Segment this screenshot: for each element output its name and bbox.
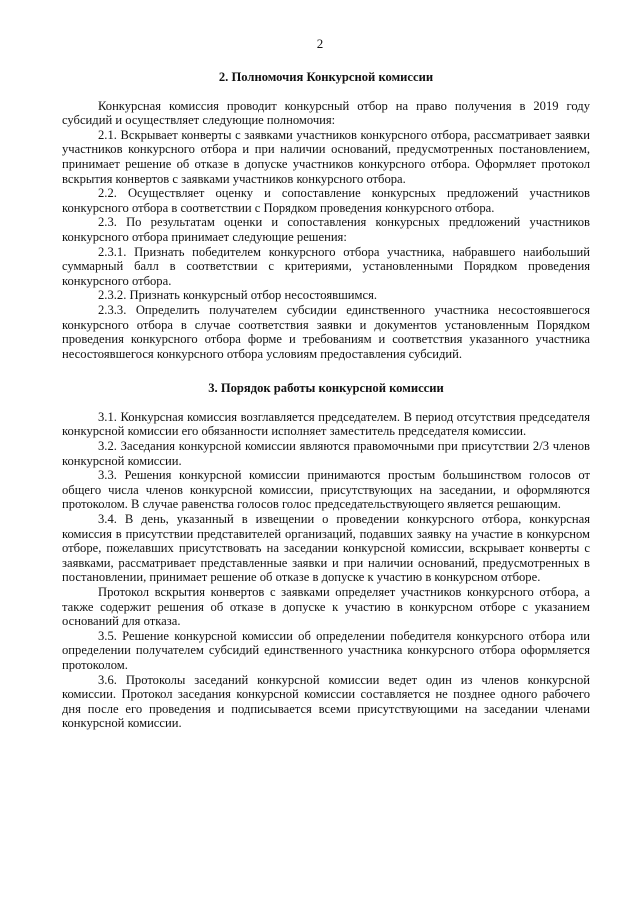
paragraph: 2.2. Осуществляет оценку и сопоставление конкурсных предложений участников конкурсного отбора в соответствии с Порядком проведения конкурсного отбора. (62, 186, 590, 215)
paragraph: Протокол вскрытия конвертов с заявками определяет участников конкурсного отбора, а также содержит решения об отказе в допуске к участию в конкурсном отборе с указанием оснований для отказа. (62, 585, 590, 629)
paragraph: 2.1. Вскрывает конверты с заявками участников конкурсного отбора, рассматривает заявки участников конкурсного отбора и при наличии оснований, предусмотренных постановлением, принимает решение об отказе в допуске участников конкурсного отбора. Оформляет протокол вскрытия конвертов с заявками участников конкурсного отбора. (62, 127, 590, 186)
paragraph: 2.3.2. Признать конкурсный отбор несостоявшимся. (98, 288, 378, 303)
paragraph: Конкурсная комиссия проводит конкурсный отбор на право получения в 2019 году субсидий и осуществляет следующие полномочия: (62, 98, 590, 128)
paragraph: 2.3.1. Признать победителем конкурсного отбора участника, набравшего наибольший суммарный балл в соответствии с критериями, установленными Порядком проведения конкурсного отбора. (62, 244, 590, 288)
paragraph: 3.1. Конкурсная комиссия возглавляется председателем. В период отсутствия председателя конкурсной комиссии его обязанности исполняет заместитель председателя комиссии. (62, 409, 590, 439)
paragraph: 3.3. Решения конкурсной комиссии принимаются простым большинством голосов от общего числа членов конкурсной комиссии, присутствующих на заседании, и оформляются протоколом. В случае равенства голосов голос председательствующего является решающим. (62, 468, 590, 512)
paragraph: 3.5. Решение конкурсной комиссии об определении победителя конкурсного отбора или определении получателем субсидий единственного участника конкурсного отбора оформляется протоколом. (62, 628, 590, 672)
paragraph: 2.3.3. Определить получателем субсидии единственного участника несостоявшегося конкурсного отбора в случае соответствия заявки и документов установленным Порядком проведения конкурсного отбора форме и требованиям и соответствия указанного участника несостоявшегося конкурсного отбора условиям предоставления субсидий. (62, 302, 590, 361)
paragraph: 3.2. Заседания конкурсной комиссии являются правомочными при присутствии 2/3 членов конкурсной комиссии. (62, 439, 590, 468)
document-body (62, 70, 590, 731)
section-title-procedure: 3. Порядок работы конкурсной комиссии (208, 381, 444, 396)
paragraph: 3.4. В день, указанный в извещении о проведении конкурсного отбора, конкурсная комиссия в присутствии представителей организаций, подавших заявку на участие в конкурсном отборе, пожелавших присутствовать на заседании конкурсной комиссии, вскрывает конверты с заявками, рассматривает представленные заявки и при наличии оснований, предусмотренных в постановлении, принимает решение об отказе в допуске к участию в конкурсном отборе. (62, 512, 590, 585)
paragraph: 3.6. Протоколы заседаний конкурсной комиссии ведет один из членов конкурсной комиссии. Протокол заседания конкурсной комиссии составляется не позднее одного рабочего дня после его проведения и подписывается всеми присутствующими на заседании членами конкурсной комиссии. (62, 672, 590, 731)
paragraph: 2.3. По результатам оценки и сопоставления конкурсных предложений участников конкурсного отбора принимает следующие решения: (62, 215, 590, 244)
page-number: 2 (316, 36, 324, 51)
section-title-powers: 2. Полномочия Конкурсной комиссии (218, 70, 434, 84)
